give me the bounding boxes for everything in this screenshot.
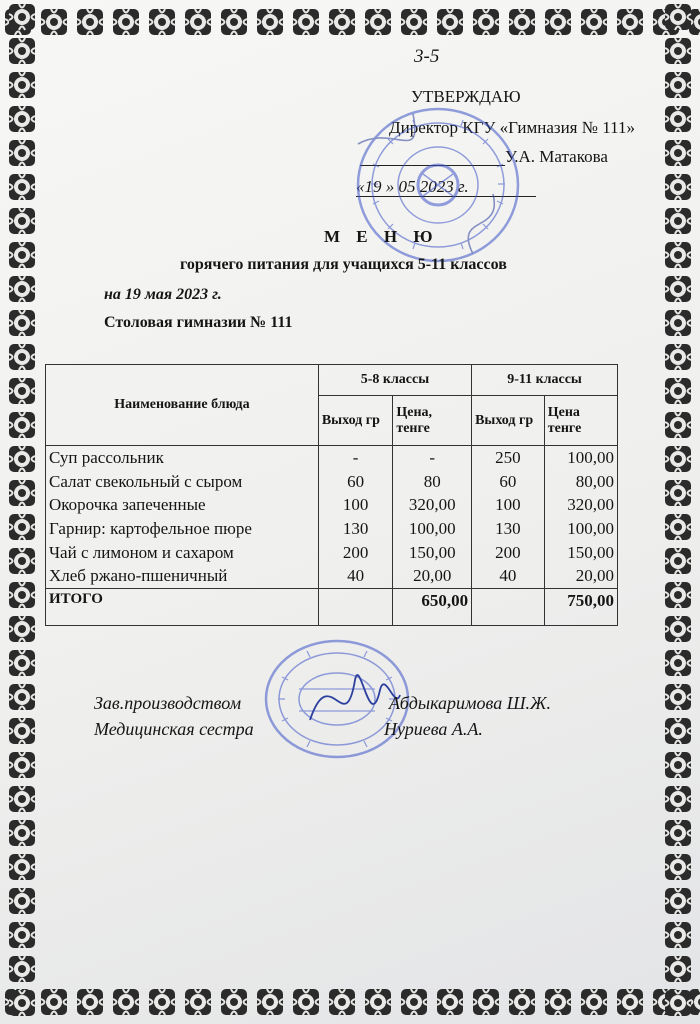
ornament-border-right bbox=[656, 0, 700, 1024]
table-cell: Чай с лимоном и сахаром bbox=[49, 542, 234, 562]
table-cell: 250 bbox=[495, 448, 521, 467]
table-cell: 40 bbox=[347, 566, 365, 586]
table-cell: - bbox=[429, 448, 436, 467]
header-price-2: Цена тенге bbox=[544, 396, 617, 446]
total-9-11: 750,00 bbox=[544, 589, 617, 626]
header-yield-2: Выход гр bbox=[472, 396, 545, 446]
dish-names bbox=[46, 446, 319, 589]
approve-heading: УТВЕРЖДАЮ bbox=[411, 87, 521, 106]
table-cell: 320,00 bbox=[567, 495, 614, 515]
price-9-11 bbox=[544, 446, 617, 589]
table-cell: 130 bbox=[495, 519, 521, 539]
yield-5-8 bbox=[318, 446, 393, 589]
table-cell: 40 bbox=[499, 566, 517, 586]
table-cell: 100 bbox=[495, 495, 521, 515]
header-dish: Наименование блюда bbox=[46, 365, 319, 446]
ornament-border-left bbox=[0, 0, 44, 1024]
nurse-name: Нуриева А.А. bbox=[384, 719, 483, 739]
production-head-title: Зав.производством bbox=[94, 693, 242, 713]
table-cell: 80 bbox=[423, 471, 441, 491]
table-cell: Окорочка запеченные bbox=[49, 495, 206, 515]
table-cell: 130 bbox=[342, 519, 369, 539]
page-number: 3-5 bbox=[414, 46, 440, 67]
table-cell: 320,00 bbox=[408, 495, 456, 515]
header-group-5-8: 5-8 классы bbox=[318, 365, 471, 396]
menu-title: М Е Н Ю bbox=[324, 227, 439, 246]
ornament-border-top bbox=[0, 0, 700, 44]
table-cell: Хлеб ржано-пшеничный bbox=[49, 566, 228, 586]
table-cell: 100,00 bbox=[567, 448, 614, 467]
table-cell bbox=[318, 589, 393, 626]
total-row bbox=[46, 589, 618, 626]
table-cell: 150,00 bbox=[408, 542, 456, 562]
table-cell: Гарнир: картофельное пюре bbox=[49, 519, 252, 539]
table-cell: 100,00 bbox=[567, 519, 614, 539]
director-title: Директор КГУ «Гимназия № 111» bbox=[389, 118, 635, 137]
canteen-name: Столовая гимназии № 111 bbox=[104, 314, 293, 331]
table-cell: 80,00 bbox=[575, 471, 614, 491]
table-cell: Салат свекольный с сыром bbox=[49, 471, 243, 491]
menu-table bbox=[45, 364, 618, 626]
approval-date: «19 » 05 2023 г. bbox=[356, 177, 469, 196]
menu-subtitle: горячего питания для учащихся 5-11 классов bbox=[180, 256, 507, 273]
table-cell: 60 bbox=[347, 471, 365, 491]
table-cell bbox=[472, 589, 545, 626]
total-label: ИТОГО bbox=[46, 589, 319, 626]
table-cell: 20,00 bbox=[413, 566, 452, 586]
total-5-8: 650,00 bbox=[393, 589, 472, 626]
table-cell: 200 bbox=[342, 542, 369, 562]
menu-date: на 19 мая 2023 г. bbox=[104, 286, 222, 303]
table-cell: Суп рассольник bbox=[49, 448, 164, 467]
header-group-9-11: 9-11 классы bbox=[472, 365, 618, 396]
yield-9-11 bbox=[472, 446, 545, 589]
table-cell: 150,00 bbox=[567, 542, 614, 562]
director-name: У.А. Матакова bbox=[505, 147, 608, 166]
table-cell: - bbox=[352, 448, 359, 467]
production-head-name: Абдыкаримова Ш.Ж. bbox=[389, 693, 551, 713]
table-body bbox=[46, 446, 618, 589]
table-cell: 100 bbox=[342, 495, 369, 515]
header-price-1: Цена, тенге bbox=[393, 396, 472, 446]
ornament-border-bottom bbox=[0, 980, 700, 1024]
price-5-8 bbox=[393, 446, 472, 589]
table-cell: 100,00 bbox=[408, 519, 456, 539]
nurse-title: Медицинская сестра bbox=[94, 719, 254, 739]
table-cell: 200 bbox=[495, 542, 521, 562]
table-cell: 60 bbox=[499, 471, 517, 491]
table-cell: 20,00 bbox=[575, 566, 614, 586]
header-yield-1: Выход гр bbox=[318, 396, 393, 446]
